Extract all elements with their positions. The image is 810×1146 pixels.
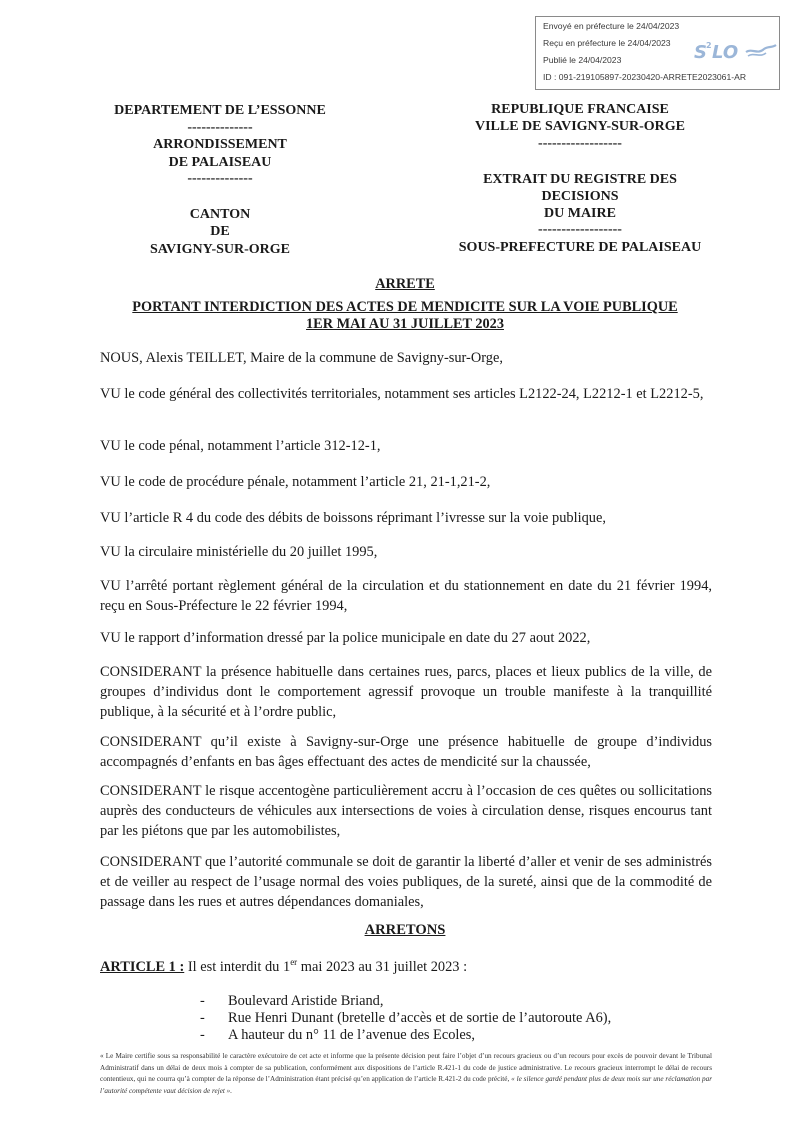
legal-notice: [100, 1051, 712, 1097]
stamp-recu: Reçu en préfecture le 24/04/2023: [543, 38, 671, 48]
vu-code-penal: VU le code pénal, notamment l’article 312-12-1,: [100, 438, 381, 454]
title-line-1: PORTANT INTERDICTION DES ACTES DE MENDICITE SUR LA VOIE PUBLIQUE: [132, 299, 678, 315]
article-1-label: ARTICLE 1 :: [100, 959, 185, 975]
ville: VILLE DE SAVIGNY-SUR-ORGE: [474, 119, 686, 134]
title-line-2: 1ER MAI AU 31 JUILLET 2023: [306, 316, 504, 332]
separator: --------------: [187, 171, 253, 186]
arrete-title: ARRETE: [375, 276, 435, 292]
list-item-text: Rue Henri Dunant (bretelle d’accès et de sortie de l’autoroute A6),: [228, 1010, 612, 1026]
vu-circulaire: VU la circulaire ministérielle du 20 juillet 1995,: [100, 544, 378, 560]
stamp-id: ID : 091-219105897-20230420-ARRETE2023061-AR: [543, 72, 747, 82]
separator: ------------------: [538, 222, 622, 237]
considerant-liberte: CONSIDERANT que l’autorité communale se doit de garantir la liberté d’aller et venir de ses administrés et de veiller au respect de l’usage normal des voies publiques, de la sureté, ainsi que de la commodité de passage dans les rues et autres dépendances domaniales,: [100, 854, 712, 910]
legal-notice-italic: « le silence gardé pendant plus de deux mois sur une réclamation par l’autorité compétente vaut décision de rejet ».: [100, 1075, 713, 1095]
list-item-text: Boulevard Aristide Briand,: [228, 993, 384, 1009]
list-item: [200, 993, 383, 1010]
departement: DEPARTEMENT DE L’ESSONNE: [114, 103, 326, 118]
list-item: [200, 1027, 475, 1044]
stamp-publie: Publié le 24/04/2023: [543, 55, 622, 65]
article-1-text-b: mai 2023 au 31 juillet 2023 :: [300, 959, 468, 975]
bullet-marker: -: [200, 1010, 205, 1026]
de-palaiseau: DE PALAISEAU: [168, 155, 272, 170]
prefecture-stamp: [535, 16, 780, 90]
du-maire: DU MAIRE: [544, 206, 616, 221]
considerant-mendicite: CONSIDERANT qu’il existe à Savigny-sur-Orge une présence habituelle de groupe d’individus accompagnés d’enfants en bas âges effectuant des actes de mendicité sur la chaussée,: [100, 734, 712, 770]
bullet-marker: -: [200, 1027, 205, 1043]
considerant-risque: CONSIDERANT le risque accentogène particulièrement accru à l’occasion de ces quêtes ou sollicitations auprès des conducteurs de véhicules aux intersections de voies à circulation dense, risques encourus tant par les piétons que par les automobilistes,: [100, 783, 712, 839]
canton: CANTON: [189, 207, 251, 222]
s2lo-logo-icon: [694, 39, 778, 63]
separator: --------------: [187, 120, 253, 135]
separator: ------------------: [538, 136, 622, 151]
article-1: [100, 957, 712, 977]
vu-debits-boissons: VU l’article R 4 du code des débits de boissons réprimant l’ivresse sur la voie publique,: [100, 510, 606, 526]
arrondissement: ARRONDISSEMENT: [153, 137, 287, 152]
sous-prefecture: SOUS-PREFECTURE DE PALAISEAU: [458, 240, 702, 255]
svg-text:2: 2: [706, 41, 712, 50]
vu-procedure-penale: VU le code de procédure pénale, notamment l’article 21, 21-1,21-2,: [100, 474, 491, 490]
arretons-heading: ARRETONS: [364, 922, 446, 938]
decisions: DECISIONS: [541, 189, 619, 204]
svg-text:LO: LO: [712, 42, 739, 63]
bullet-marker: -: [200, 993, 205, 1009]
canton-de: DE: [210, 224, 230, 239]
republique: REPUBLIQUE FRANCAISE: [491, 102, 669, 117]
vu-arrete-circulation: VU l’arrêté portant règlement général de la circulation et du stationnement en date du 21 février 1994, reçu en Sous-Préfecture le 22 février 1994,: [100, 578, 712, 614]
vu-rapport-police: VU le rapport d’information dressé par la police municipale en date du 27 aout 2022,: [100, 630, 591, 646]
list-item-text: A hauteur du n° 11 de l’avenue des Ecoles,: [228, 1027, 475, 1043]
canton-savigny: SAVIGNY-SUR-ORGE: [149, 242, 291, 257]
article-1-text-a: Il est interdit du 1: [187, 959, 291, 975]
list-item: [200, 1010, 611, 1027]
stamp-envoye: Envoyé en préfecture le 24/04/2023: [543, 21, 680, 31]
vu-cgct: VU le code général des collectivités territoriales, notamment ses articles L2122-24, L2212-1 et L2212-5,: [100, 386, 704, 402]
svg-text:S: S: [694, 42, 707, 63]
article-1-sup: er: [290, 957, 298, 968]
considerant-presence: CONSIDERANT la présence habituelle dans certaines rues, parcs, places et lieux publics de la ville, de groupes d’individus dont le comportement agressif provoque un trouble manifeste à la tranquillité publique, à la sécurité et à l’ordre public,: [100, 664, 712, 720]
preamble-nous: NOUS, Alexis TEILLET, Maire de la commune de Savigny-sur-Orge,: [100, 350, 503, 366]
legal-notice-text: « Le Maire certifie sous sa responsabilité le caractère exécutoire de cet acte et informe que la présente décision peut faire l’objet d’un recours gracieux ou d’un recours pour excès de pouvoir devant le Tribunal Administratif dans un délai de deux mois à compter de sa publication, conformément aux dispositions de l’article R.421-1 du code de justice administrative. Le recours gracieux interrompt le délai de recours contentieux, qui ne courra qu’à compter de la réponse de l’Administration étant précisé qu’en application de l’article R.421-2 du code précité,: [100, 1052, 712, 1083]
extrait: EXTRAIT DU REGISTRE DES: [483, 172, 677, 187]
